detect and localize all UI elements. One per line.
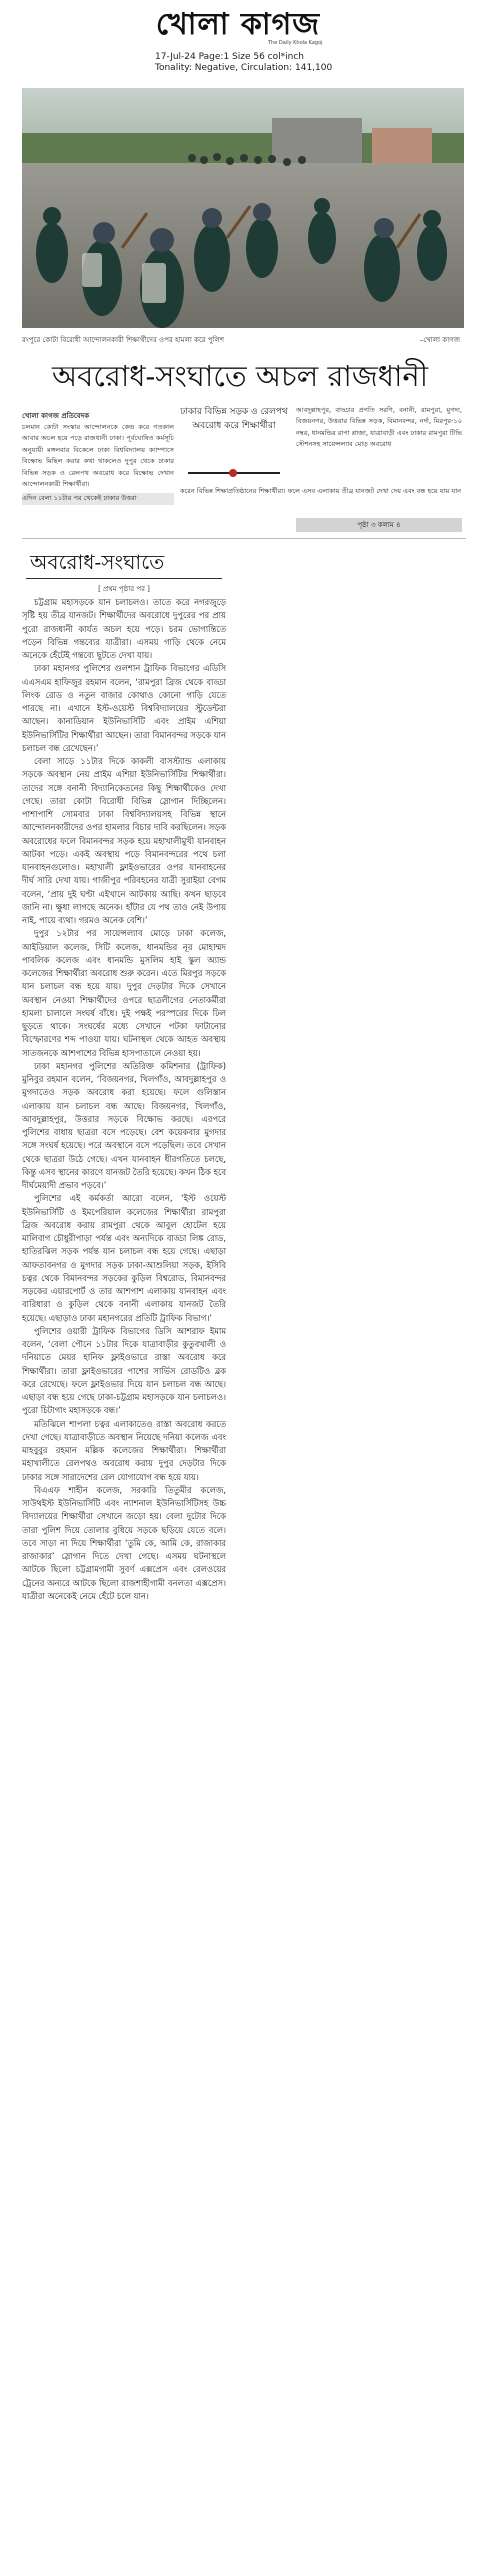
lead-column-3-continued: করেন বিভিন্ন শিক্ষাপ্রতিষ্ঠানের শিক্ষার্থীরা। ফলে এসব এলাকায় তীব্র যানজট দেখা দেয় এবং বন্ধ হয়ে যায় যান	[180, 487, 462, 495]
lead-column-1	[22, 422, 174, 505]
jump-paragraph: মতিঝিলে শাপলা চত্বর এলাকাতেও রাস্তা অবরোধ করতে দেখা গেছে। যাত্রাবাড়ীতে অবস্থান নিয়েছে দনিয়া কলেজ এবং মাহবুবুর রহমান মল্লিক কলেজের শিক্ষার্থীরা। শিক্ষার্থীরা মহাখালীতে রেলপথও অবরোধ করায় দুপুর দেড়টার দিকে ঢাকার সঙ্গে সারাদেশের রেল যোগাযোগ বন্ধ হয়ে যায়।	[22, 1418, 226, 1482]
jump-body	[22, 596, 226, 2546]
jump-paragraph: পুলিশের ওয়ারী ট্রাফিক বিভাগের ডিসি আশরাফ ইমাম বলেন, ‘বেলা পৌনে ১১টার দিকে যাত্রাবাড়ীর কুতুবখালী ও দনিয়াতে মেয়র হানিফ ফ্লাইওভারে রাস্তা অবরোধ করে শিক্ষার্থীরা। তারা ফ্লাইওভারের পাশের সার্ভিস রোডটিও ব্লক করে রেখেছে। ফলে ফ্লাইওভার দিয়ে যান চলাচল বন্ধ আছে। এছাড়া বন্ধ হয়ে গেছে ঢাকা-চট্টগ্রাম মহাসড়কে যান চলাচলও। পুরো চিটাগাং মহাসড়কে বন্ধ।’	[22, 1325, 226, 1416]
jump-paragraph: পুলিশের এই কর্মকর্তা আরো বলেন, ‘ইস্ট ওয়েস্ট ইউনিভার্সিটি ও ইমপেরিয়াল কলেজের শিক্ষার্থীরা রামপুরা ব্রিজ অবরোধ করায় রামপুরা থেকে আবুল হোটেল হয়ে মালিবাগ চৌধুরীপাড়া পর্যন্ত এবং অন্যদিকে বাড্ডা লিঙ্ক রোড, হাতিরঝিল সড়ক পর্যন্ত যান চলাচল বন্ধ হয়ে গেছে। এছাড়া আফতাবনগর ও মুগদার সড়ক ঢাকা-আশুলিয়া সড়ক, ইসিবি চত্বর থেকে বিমানবন্দর সড়কের কুড়িল বিশ্বরোড, বিমানবন্দর সড়কের এয়ারপোর্ট ও তার আশপাশ এলাকায় যানবাহন এবং বারিধারা ও কুড়িল থেকে বনানী এলাকায় যানজট তৈরি হয়েছে। এছাড়াও ঢাকা মহানগরের প্রতিটি ট্রাফিক বিভাগ।’	[22, 1193, 226, 1323]
pull-quote-dot	[229, 469, 237, 477]
jump-paragraph: দুপুর ১২টার পর সায়েন্সল্যাব মোড়ে ঢাকা কলেজ, আইডিয়াল কলেজ, সিটি কলেজ, ধানমন্ডির নূর মোহাম্মদ পাবলিক কলেজ এবং ধানমন্ডি মুসলিম হাই স্কুল অ্যান্ড কলেজের শিক্ষার্থীরা অবরোধ শুরু করেন। এতে মিরপুর সড়কে যান চলাচল বন্ধ হয়ে যায়। দুপুর দেড়টার দিকে সেখানে অবস্থান নেওয়া শিক্ষার্থীদের ওপরে ছাত্রলীগের নেতাকর্মীরা হামলা চালালে সংঘর্ষ বাঁধে। দুই পক্ষই পরস্পরের দিকে ঢিল ছুড়তে থাকে। সংঘর্ষের মধ্যে সেখানে পটকা ফাটানোর বিস্ফোরণের শব্দ পাওয়া যায়। ঘটনাস্থল থেকে আহত অবস্থায় সাতজনকে আশপাশের বিভিন্ন হাসপাতালে নেওয়া হয়।	[22, 928, 226, 1058]
lead-column-3-text: আবদুল্লাহপুর, বাড্ডার প্রগতি সরণি, বনানী, রামপুরা, মুগদা, বিজয়নগর, উত্তরার বিভিন্ন সড়ক, বিমানবন্দর, নর্দা, মিরপুর-১০ নম্বর, ধানমন্ডির রাপা প্লাজা, যাত্রাবাড়ী এবং ঢাকার রামপুরা টিভি স্টেশনসহ সায়েন্সল্যাব মোড় অবরোধ	[296, 406, 462, 449]
continued-on-box: পৃষ্ঠা ৩ কলাম ৪	[296, 518, 462, 532]
byline: খোলা কাগজ প্রতিবেদক	[22, 412, 90, 420]
jump-paragraph: ঢাকা মহানগর পুলিশের গুলশান ট্রাফিক বিভাগের এডিসি এএসএম হাফিজুর রহমান বলেন, ‘রামপুরা ব্রিজ থেকে বাড্ডা লিংক রোড ও নতুন বাজার কোথাও কোনো গাড়ি যেতে পারছে না। এখানে ইস্ট-ওয়েস্ট বিশ্ববিদ্যালয়ের স্টুডেন্টরা আছেন। কানাডিয়ান ইউনিভার্সিটি এবং প্রাইম এশিয়া ইউনিভার্সিটির শিক্ষার্থীরা আছেন। তারা বিমানবন্দর সড়কে যান চলাচল বন্ধ রেখেছেন।’	[22, 663, 226, 753]
jump-paragraph: ঢাকা মহানগর পুলিশের অতিরিক্ত কমিশনার (ট্রাফিক) মুনিবুর রহমান বলেন, ‘বিজয়নগর, খিলগাঁও, আবদুল্লাহপুর ও মুগদাতেও সড়ক অবরোধ করা হয়েছে। ফলে গুলিস্তান এলাকায় যান চলাচল বন্ধ আছে। বিজয়নগর, খিলগাঁও, আবদুল্লাহপুর, উত্তরার সড়কে বিক্ষোভ করছে। এরপরে পুলিশের বাধায় ছাত্ররা বসে পড়েছে। বেশ কয়েকবার মুগদার সঙ্গে সংঘর্ষ হয়েছে। পরে অবস্থানে বসে পড়েছিল। তবে সেখান থেকে ছাত্ররা উঠে গেছে। এখন যানবাহন ধীরগতিতে চলছে, কিন্তু এসব স্থানের কারণে যানজট তৈরি হয়েছে। কখন ঠিক হবে দীর্ঘমেয়াদী প্রভাব পড়বে।’	[22, 1060, 226, 1190]
clip-meta-line2: Tonality: Negative, Circulation: 141,100	[155, 63, 333, 73]
photo-caption	[22, 334, 464, 346]
jump-headline: অবরোধ-সংঘাতে	[30, 550, 165, 574]
logo-tagline: The Daily Khola Kagoj	[268, 40, 323, 46]
caption-text: রংপুরে কোটা বিরোধী আন্দোলনকারী শিক্ষার্থীদের ওপর হামলা করে পুলিশ	[22, 336, 224, 344]
clip-meta-line1: 17-Jul-24 Page:1 Size 56 col*inch	[155, 52, 304, 62]
lead-column-3	[296, 405, 462, 451]
photo-credit: –খোলা কাগজ	[419, 336, 460, 344]
main-headline: অবরোধ-সংঘাতে অচল রাজধানী	[51, 359, 429, 393]
jump-paragraph: চট্টগ্রাম মহাসড়কে যান চলাচলও। তাতে করে নগরজুড়ে সৃষ্টি হয় তীব্র যানজট। শিক্ষার্থীদের অবরোধে দুপুরের পর প্রায় পুরো রাজধানী কার্যত অচল হয়ে পড়ে। চরম ভোগান্তিতে পড়েন বিভিন্ন গন্তব্যের যাত্রীরা। এসময় গাড়ি থেকে নেমে অনেকে হেঁটেই গন্তব্যে ছুটতে দেখা যায়।	[22, 597, 226, 660]
lead-column-1-text: চলমান কোটা সংস্কার আন্দোলনকে কেন্দ্র করে গতকাল আবার অচল হয়ে পড়ে রাজধানী ঢাকা। পূর্বঘোষিত কর্মসূচি অনুযায়ী মঙ্গলবার বিকেলে ঢাকা বিশ্ববিদ্যালয় ক্যাম্পাসে বিক্ষোভ মিছিল করার কথা থাকলেও দুপুর থেকে ঢাকার বিভিন্ন সড়ক ও রেলপথ অবরোধ করে বিক্ষোভ দেখান আন্দোলনকারী শিক্ষার্থীরা।	[22, 423, 174, 489]
lead-column-1-last: এদিন বেলা ১১টার পর থেকেই ঢাকার উত্তরা	[22, 493, 174, 504]
jump-paragraph: বেলা সাড়ে ১১টার দিকে কাকলী বাসস্ট্যান্ড এলাকায় সড়কে অবস্থান নেয় প্রাইম এশিয়া ইউনিভার্সিটির শিক্ষার্থীরা। তাদের সঙ্গে বনানী বিদ্যানিকেতনের কিছু শিক্ষার্থীকেও দেখা গেছে। তারা কোটা বিরোধী বিভিন্ন স্লোগান দিচ্ছিলেন। পাশাপাশি সোমবার ঢাকা বিশ্ববিদ্যালয়সহ বিভিন্ন স্থানে আন্দোলনকারীদের ওপর হামলার বিচার দাবি করছিলেন। সড়ক অবরোধের ফলে বিমানবন্দর সড়ক হয়ে মহাখালীমুখী যানবাহন আটকা পড়ে। একই অবস্থায় পড়ে বিমানবন্দরের পথে চলা যানবাহনগুলোও। মহাখালী ফ্লাইওভারের ওপর যানবাহনের দীর্ঘ সারি দেখা যায়। গাজীপুর পরিবহনের যাত্রী সুরাইয়া বেগম বলেন, ‘প্রায় দুই ঘণ্টা এইখানে আটকায় আছি। কখন ছাড়বে জানি না। ক্ষুধা লাগছে অনেক। হাঁটার যে পথ তাও নেই উপায় নাই, পায়ে ব্যথা। গরমও অনেক বেশি।’	[22, 756, 226, 925]
jump-headline-rule	[26, 578, 222, 579]
from-front-page-label: [ প্রথম পৃষ্ঠার পর ]	[98, 585, 150, 593]
masthead	[0, 0, 477, 90]
newspaper-logo: খোলা কাগজ	[155, 6, 321, 42]
news-photo	[22, 88, 464, 328]
street-clash-photo	[22, 88, 464, 328]
pull-quote: ঢাকার বিভিন্ন সড়ক ও রেলপথ অবরোধ করে শিক্ষার্থীরা	[180, 407, 288, 431]
section-divider	[22, 538, 466, 539]
jump-paragraph: বিএএফ শাহীন কলেজ, সরকারি তিতুমীর কলেজ, সাউথইস্ট ইউনিভার্সিটি এবং ন্যাশনাল ইউনিভার্সিটিসহ উচ্চ বিদ্যালয়ের শিক্ষার্থীরা সেখানে জড়ো হয়। বেলা দুটোর দিকে তারা পুলিশ দিয়ে তোলার বুধিয়ে সড়কে ছড়িয়ে যেতে বলে। তবে সাড়া না দিয়ে শিক্ষার্থীরা ‘তুমি কে, আমি কে, রাজাকার রাজাকার’ স্লোগান দিতে দেখা গেছে। এসময় ঘটনাস্থলে আটকে ছিলো চট্টগ্রামগামী সুবর্ণ এক্সপ্রেস এবং রেলওয়ের ট্রেনের অন্যরে আটকে ছিলো রাজশাহীগামী বনলতা এক্সপ্রেস। যাত্রীরা অনেকেই নেমে হেঁটে চলে যান।	[22, 1484, 226, 1601]
